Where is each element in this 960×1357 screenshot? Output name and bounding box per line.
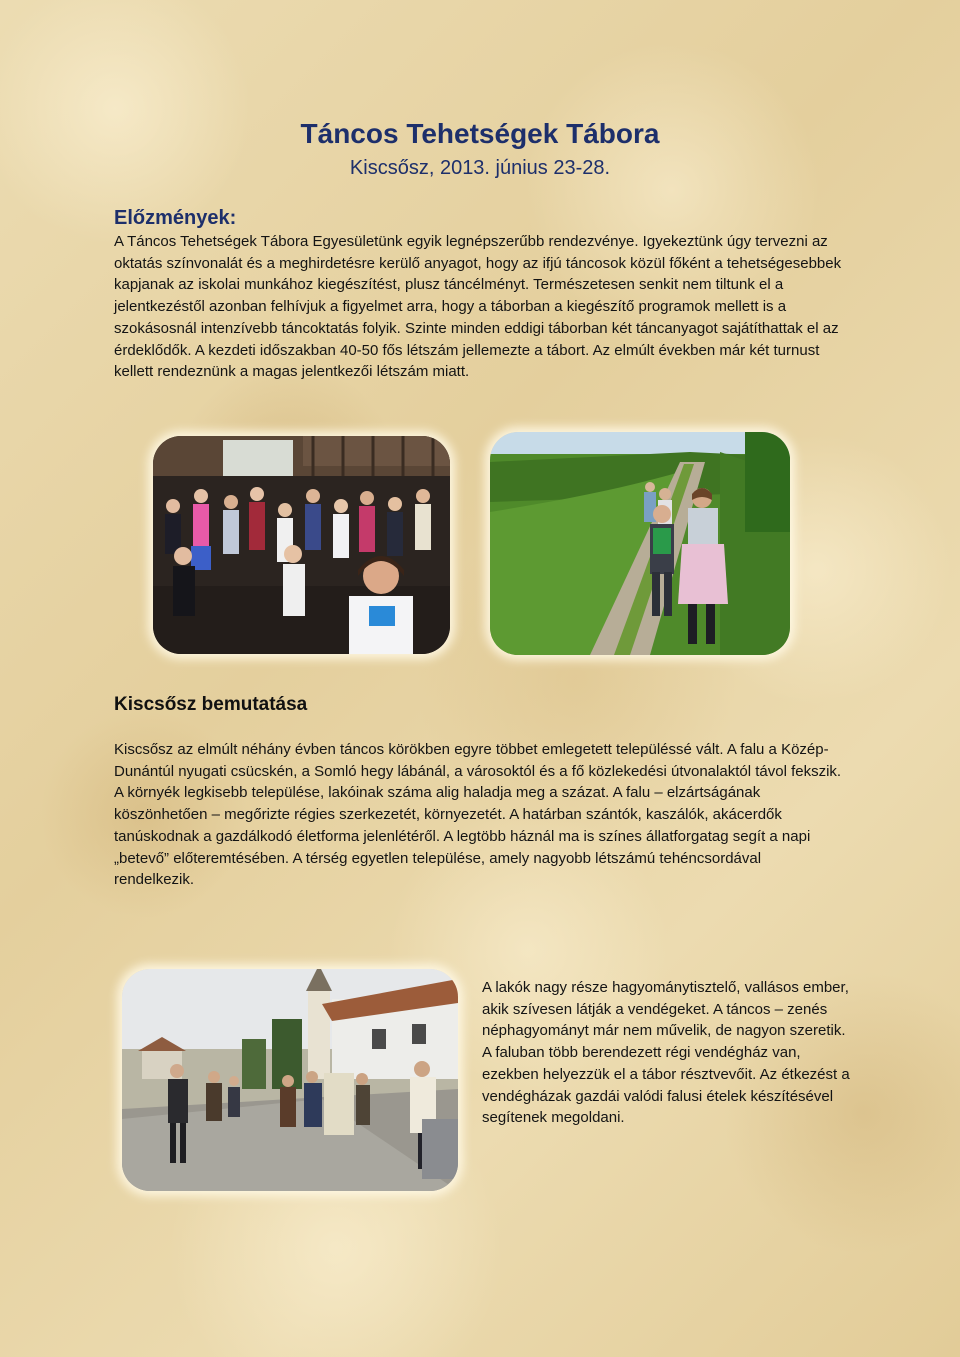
section-heading-village: Kiscsősz bemutatása [114,694,308,715]
photo-village-street-image [122,969,458,1191]
section-paragraph-background: A Táncos Tehetségek Tábora Egyesületünk egyik legnépszerűbb rendezvénye. Igyekeztünk úgy tervezni az oktatás színvonalát és a meghirdetésre kerülő anyagot, hogy az ifjú táncosok közül főként a tehetségesebbek kapjanak az iskolai munkához kiegészítést, plusz táncélményt. Természetesen senkit nem tiltunk el a jelentkezéstől azonban felhívjuk a figyelmet arra, hogy a táborban a kiegészítő programok mellett is a szokásosnál intenzívebb táncoktatás folyik. Szinte minden eddigi táborban két táncanyagot sajátíthattak el az érdeklődők. A kezdeti időszakban 40-50 fős létszám jellemezte a tábort. Az elmúlt években már két turnust kellett rendeznünk a magas jelentkezői létszám miatt. [114,233,842,381]
page-title: Táncos Tehetségek Tábora [300,118,660,149]
photo-country-path [490,432,790,655]
page-subtitle: Kiscsősz, 2013. június 23-28. [349,157,611,179]
photo-dance-hall [153,436,450,654]
section-heading-background: Előzmények: [114,207,237,229]
photo-village-street [122,969,458,1191]
photo-country-path-image [490,432,790,655]
photo-dance-hall-image [153,436,450,654]
section-paragraph-village: Kiscsősz az elmúlt néhány évben táncos körökben egyre többet emlegetett településsé vált. A falu a Közép-Dunántúl nyugati csücskén, a Somló hegy lábánál, a városoktól és a fő közlekedési útvonalaktól távol fekszik. A környék legkisebb települése, lakóinak száma alig haladja meg a százat. A falu – elzártságának köszönhetően – megőrizte régies szerkezetét, környezetét. A határban szántók, kaszálók, akácerdők tanúskodnak a gazdálkodó életforma jelenlétéről. A legtöbb háznál ma is színes állatforgatag segít a napi „betevő” előteremtésében. A térség egyetlen települése, amely nagyobb létszámú tehéncsordával rendelkezik. [114,741,842,889]
side-paragraph-residents: A lakók nagy része hagyománytisztelő, vallásos ember, akik szívesen látják a vendégeket. A táncos – zenés néphagyományt már nem művelik, de nagyon szeretik. A faluban több berendezett régi vendégház van, ezekben helyezzük el a tábor résztvevőit. Az étkezést a vendégházak gazdái valódi falusi ételek készítésével segítenek megoldani. [482,979,850,1127]
